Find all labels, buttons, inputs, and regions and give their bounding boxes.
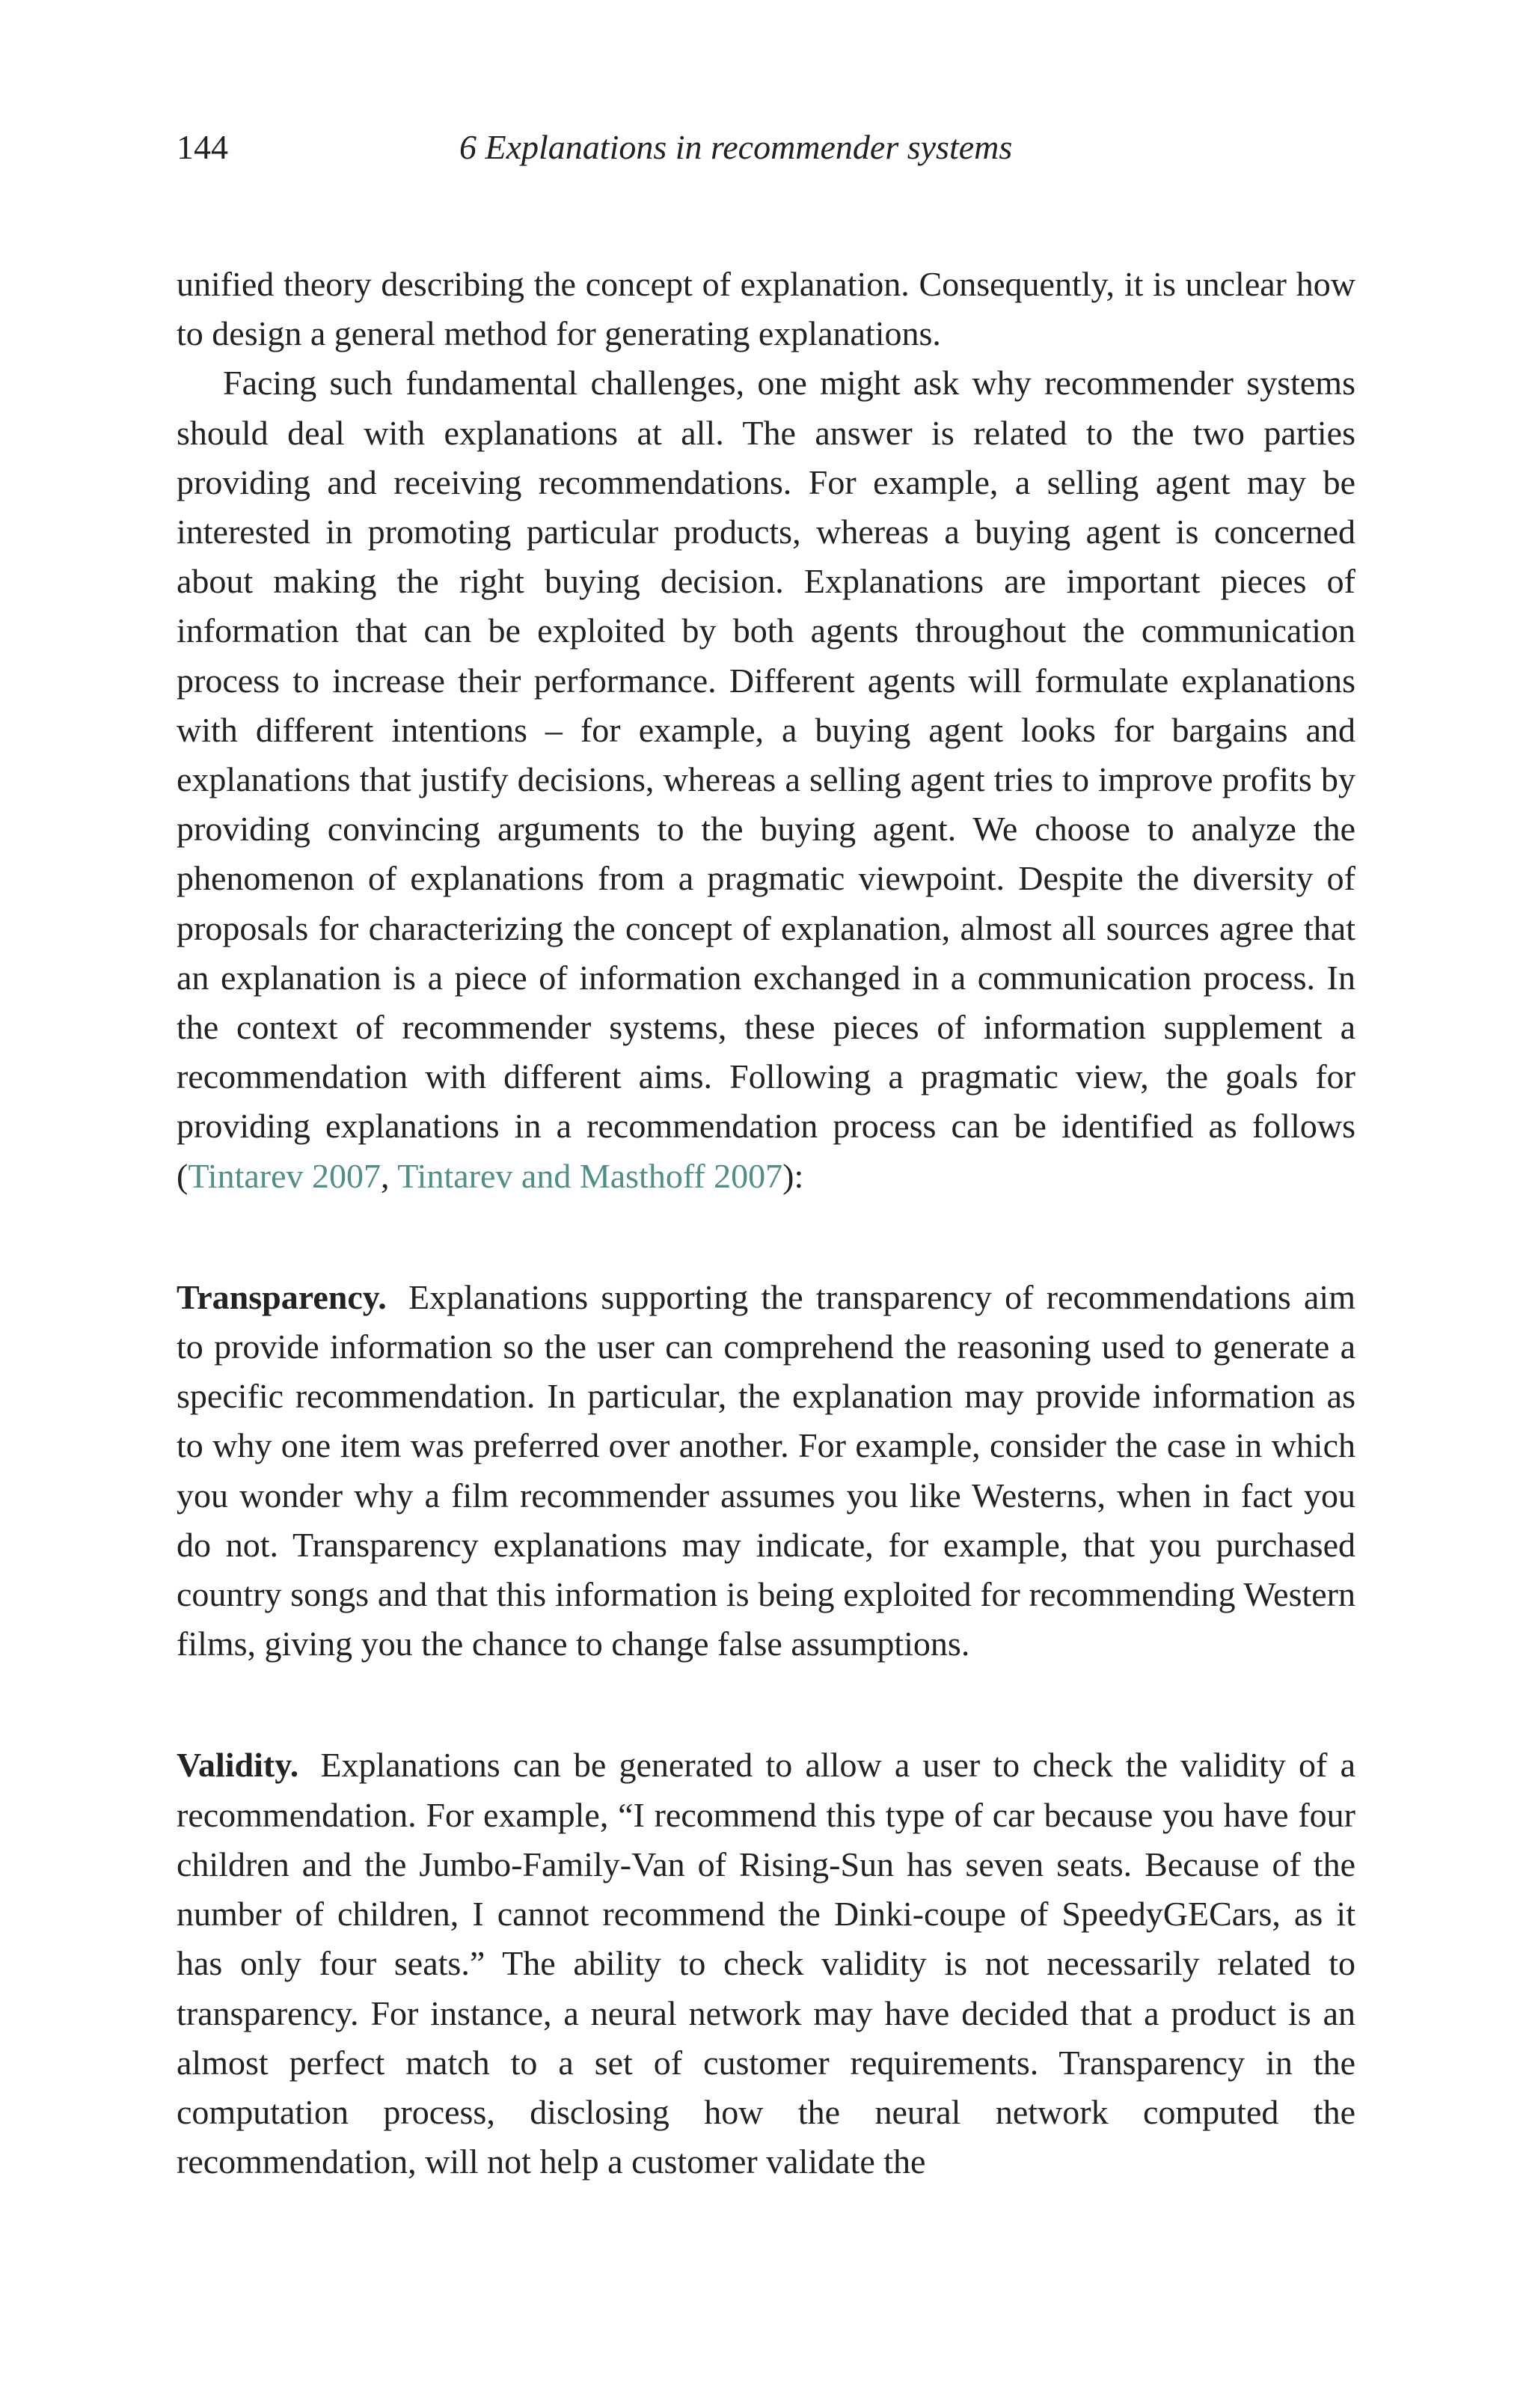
citation-tintarev-masthoff-2007[interactable]: Tintarev and Masthoff 2007 [397,1156,783,1195]
definition-transparency [177,1273,1355,1669]
body-text [177,260,1355,2187]
page-number: 144 [177,128,228,166]
term-transparency: Transparency. [177,1277,387,1316]
page-header [177,121,1355,174]
paragraph-intro-continuation: unified theory describing the concept of explanation. Consequently, it is unclear how to design a general method for generating explanations. [177,265,1355,353]
definition-validity-text: Explanations can be generated to allow a user to check the validity of a recommendation. For example, “I recommend this type of car because you have four children and the Jumbo-Family-Van of Rising-Sun has seven seats. Because of the number of children, I cannot recommend the Dinki-coupe of SpeedyGECars, as it has only four seats.” The ability to check validity is not necessarily related to transparency. For instance, a neural network may have decided that a product is an almost perfect match to a set of customer requirements. Transparency in the computation process, disclosing how the neural network computed the recommendation, will not help a customer validate the [177,1746,1355,2181]
paragraph-motivation-text: Facing such fundamental challenges, one might ask why recommender systems should deal with explanations at all. The answer is related to the two parties providing and receiving recommendations. For example, a selling agent may be interested in promoting particular products, whereas a buying agent is concerned about making the right buying decision. Explanations are important pieces of information that can be exploited by both agents throughout the communication process to increase their performance. Different agents will formulate explanations with different intentions – for example, a buying agent looks for bargains and explanations that justify decisions, whereas a selling agent tries to improve profits by providing convincing arguments to the buying agent. We choose to analyze the phenomenon of explanations from a pragmatic viewpoint. Despite the diversity of proposals for characterizing the concept of explanation, almost all sources agree that an explanation is a piece of information exchanged in a communication process. In the context of recommender systems, these pieces of information supplement a recommendation with different aims. Following a pragmatic view, the goals for providing explanations in a recommendation process can be identified as follows ( [177,364,1355,1195]
running-title: 6 Explanations in recommender systems [459,128,1013,166]
citation-tintarev-2007[interactable]: Tintarev 2007 [188,1156,382,1195]
paragraph-motivation [177,358,1355,1200]
definition-validity [177,1741,1355,2187]
term-validity: Validity. [177,1746,299,1785]
citation-separator: , [381,1156,398,1195]
definition-transparency-text: Explanations supporting the transparency of recommendations aim to provide information so the user can comprehend the reasoning used to generate a specific recommendation. In particular, the explanation may provide information as to why one item was preferred over another. For example, consider the case in which you wonder why a film recommender assumes you like Westerns, when in fact you do not. Transparency explanations may indicate, for example, that you purchased country songs and that this information is being exploited for recommending Western films, giving you the chance to change false assumptions. [177,1277,1355,1663]
paragraph-motivation-end: ): [782,1156,804,1195]
